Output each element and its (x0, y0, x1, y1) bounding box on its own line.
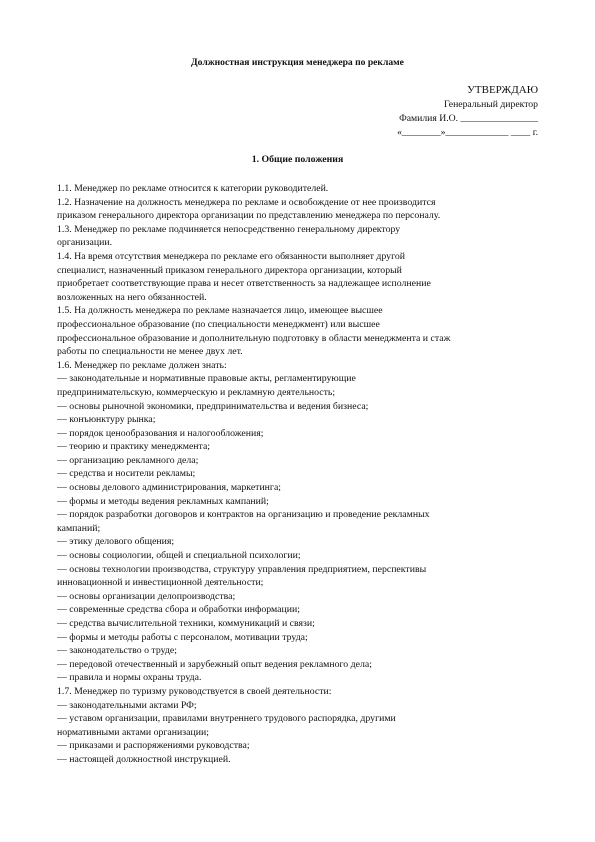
text-line: профессиональное образование (по специальности менеджмент) или высшее (57, 318, 380, 330)
text-line: 1.1. Менеджер по рекламе относится к категории руководителей. (57, 183, 329, 194)
text-line: работы по специальности не менее двух лет. (57, 346, 243, 358)
text-line: — законодательные и нормативные правовые акты, регламентирующие (57, 373, 356, 385)
text-line: инновационной и инвестиционной деятельности; (57, 577, 264, 589)
text-line: 1.5. На должность менеджера по рекламе назначается лицо, имеющее высшее (57, 305, 383, 317)
text-line: — организацию рекламного дела; (57, 454, 199, 466)
text-line: — порядок разработки договоров и контрактов на организацию и проведение рекламных (57, 509, 430, 521)
text-line: — средства и носители рекламы; (57, 468, 196, 480)
text-line: 1.3. Менеджер по рекламе подчиняется непосредственно генеральному директору (57, 223, 401, 235)
text-line: приобретает соответствующие права и несет ответственность за надлежащее исполнение (57, 278, 431, 290)
text-line: 1.2. Назначение на должность менеджера по рекламе и освобождение от нее производится (57, 196, 436, 208)
text-line: 1.7. Менеджер по туризму руководствуется в своей деятельности: (57, 685, 332, 697)
approval-date-line: «________»_____________ ____ г. (397, 127, 538, 138)
text-line: — порядок ценообразования и налогообложения; (57, 427, 264, 439)
text-line: — приказами и распоряжениями руководства; (57, 740, 250, 752)
text-line: — правила и нормы охраны труда. (57, 672, 202, 684)
text-line: возложенных на него обязанностей. (57, 291, 207, 303)
text-line: — основы делового администрирования, маркетинга; (57, 482, 282, 494)
text-line: организации. (57, 237, 113, 249)
text-line: нормативными актами организации; (57, 726, 209, 738)
text-line: — современные средства сбора и обработки информации; (57, 604, 300, 616)
approval-name-line: Фамилия И.О. ________________ (399, 113, 538, 124)
text-line: 1.4. На время отсутствия менеджера по рекламе его обязанности выполняет другой (57, 250, 405, 262)
text-line: — основы организации делопроизводства; (57, 590, 236, 602)
text-line: — средства вычислительной техники, коммуникаций и связи; (57, 618, 315, 629)
document-body (57, 182, 544, 767)
text-line: — конъюнктуру рынка; (57, 414, 156, 426)
text-line: 1.6. Менеджер по рекламе должен знать: (57, 359, 227, 371)
text-line: — передовой отечественный и зарубежный опыт ведения рекламного дела; (57, 658, 372, 670)
text-line: — законодательство о труде; (57, 645, 177, 657)
text-line: — формы и методы ведения рекламных кампаний; (57, 495, 269, 507)
text-line: кампаний; (57, 522, 101, 534)
approval-block (308, 83, 538, 140)
text-line: — основы социологии, общей и специальной психологии; (57, 550, 301, 562)
text-line: — основы рыночной экономики, предпринимательства и ведения бизнеса; (57, 400, 369, 412)
text-line: профессиональное образование и дополнительную подготовку в области менеджмента и стаж (57, 332, 451, 344)
text-line: — формы и методы работы с персоналом, мотивации труда; (57, 631, 308, 643)
text-line: — этику делового общения; (57, 536, 175, 548)
text-line: — уставом организации, правилами внутреннего трудового распорядка, другими (57, 713, 396, 725)
text-line: — настоящей должностной инструкцией. (57, 753, 231, 765)
approval-heading: УТВЕРЖДАЮ (467, 84, 538, 96)
section-title: 1. Общие положения (251, 154, 344, 165)
document-title: Должностная инструкция менеджера по рекламе (191, 57, 404, 68)
text-line: специалист, назначенный приказом генерального директора организации, который (57, 264, 402, 276)
text-line: — теорию и практику менеджмента; (57, 441, 211, 453)
text-line: — основы технологии производства, структуру управления предприятием, перспективы (57, 563, 427, 575)
approval-position: Генеральный директор (443, 99, 538, 110)
text-line: предпринимательскую, коммерческую и рекламную деятельность; (57, 386, 336, 398)
text-line: — законодательными актами РФ; (57, 699, 197, 711)
text-line: приказом генерального директора организации по представлению менеджера по персоналу. (57, 210, 441, 222)
